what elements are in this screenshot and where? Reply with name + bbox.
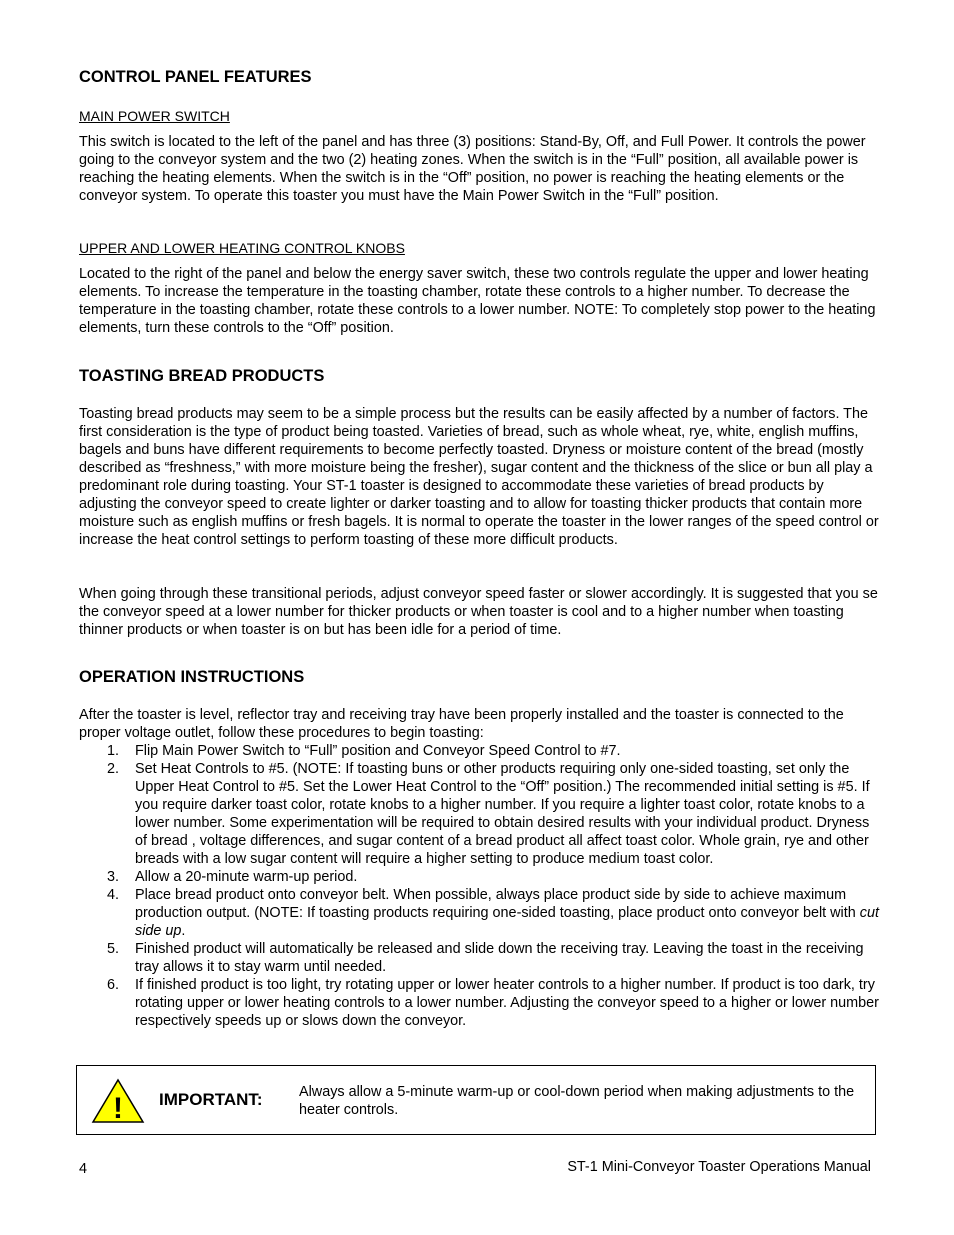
important-text: Always allow a 5-minute warm-up or cool-down period when making adjustments to the heater controls. [299,1084,855,1118]
section-title-operation: OPERATION INSTRUCTIONS [79,668,305,686]
list-item: Allow a 20-minute warm-up period. [135,869,358,885]
paragraph-toasting-2: When going through these transitional periods, adjust conveyor speed faster or slower accordingly. It is suggested that you se the conveyor speed at a lower number for thicker products or when toaster is cool and to a higher number when toasting thinner products or when toaster is on but has been idle for a period of time. [79,586,878,638]
warning-glyph: ! [113,1092,123,1124]
list-item: Finished product will automatically be released and slide down the receiving tray. Leaving the toast in the receiving tray allows it to stay warm until needed. [135,941,864,975]
paragraph-heating-knobs: Located to the right of the panel and below the energy saver switch, these two controls regulate the upper and lower heating elements. To increase the temperature in the toasting chamber, rotate these controls to a higher number. To decrease the temperature in the toasting chamber, rotate these controls to a lower number. NOTE: To completely stop power to the heating elements, turn these controls to the “Off” position. [79,266,876,336]
step4-text: Place bread product onto conveyor belt. When possible, always place product side by side to achieve maximum production output. (NOTE: If toasting products requiring one-sided toasting, place product onto conveyor belt with [135,887,860,921]
list-item [135,886,879,940]
step4-italic: cut side up [135,905,879,939]
page-number: 4 [79,1161,88,1177]
paragraph-main-power-switch: This switch is located to the left of the panel and has three (3) positions: Stand-By, Off, and Full Power. It controls the power going to the conveyor system and the two (2) heating zones. When the switch is in the “Full” position, all available power is reaching the heating elements. When the switch is in the “Off” position, no power is reaching the heating elements or the conveyor system. To operate this toaster you must have the Main Power Switch in the “Full” position. [79,134,866,204]
list-item: If finished product is too light, try rotating upper or lower heater controls to a higher number. If product is too dark, try rotating upper or lower heating controls to a lower number. Adjusting the conveyor speed to a higher or lower number respectively speeds up or slows down the conveyor. [135,977,879,1029]
warning-icon [91,1078,145,1124]
section-title-toasting: TOASTING BREAD PRODUCTS [79,367,325,385]
list-item: Set Heat Controls to #5. (NOTE: If toasting buns or other products requiring only one-sided toasting, set only the Upper Heat Control to #5. Set the Lower Heat Control to the “Off” position.) The recommended initial setting is #5. If you require darker toast color, rotate knobs to a higher number. If you require a lighter toast color, rotate knobs to a lower number. Some experimentation will be required to obtain desired results with your individual product. Dryness of bread , voltage differences, and sugar content of a bread product all affect toast color. Whole grain, rye and other breads with a low sugar content will require a higher setting to produce medium toast color. [135,761,870,867]
paragraph-operation-intro: After the toaster is level, reflector tray and receiving tray have been properly installed and the toaster is connected to the proper voltage outlet, follow these procedures to begin toasting: [79,707,844,741]
footer-manual-title: ST-1 Mini-Conveyor Toaster Operations Manual [567,1159,871,1175]
important-label: IMPORTANT: [159,1090,263,1109]
subheading-heating-knobs: UPPER AND LOWER HEATING CONTROL KNOBS [79,240,405,256]
list-item: Flip Main Power Switch to “Full” position and Conveyor Speed Control to #7. [135,743,621,759]
paragraph-toasting-1: Toasting bread products may seem to be a simple process but the results can be easily affected by a number of factors. The first consideration is the type of product being toasted. Varieties of bread, such as whole wheat, rye, white, english muffins, bagels and buns have different requirements to become perfectly toasted. Dryness or moisture content of the bread (mostly described as “freshness,” with more moisture being the fresher), sugar content and the thickness of the slice or bun all play a predominant role during toasting. Your ST-1 toaster is designed to accommodate these varieties of bread products by adjusting the conveyor speed to create lighter or darker toasting and to allow for toasting thicker products that contain more moisture such as english muffins or fresh bagels. It is normal to operate the toaster in the lower ranges of the speed control or increase the heat control settings to perform toasting of these more difficult products. [79,406,879,548]
operation-steps-list [79,742,879,1030]
important-notice-box [76,1065,876,1135]
subheading-main-power-switch: MAIN POWER SWITCH [79,108,230,124]
step4-end: . [181,923,186,939]
section-title-control-panel: CONTROL PANEL FEATURES [79,68,312,86]
